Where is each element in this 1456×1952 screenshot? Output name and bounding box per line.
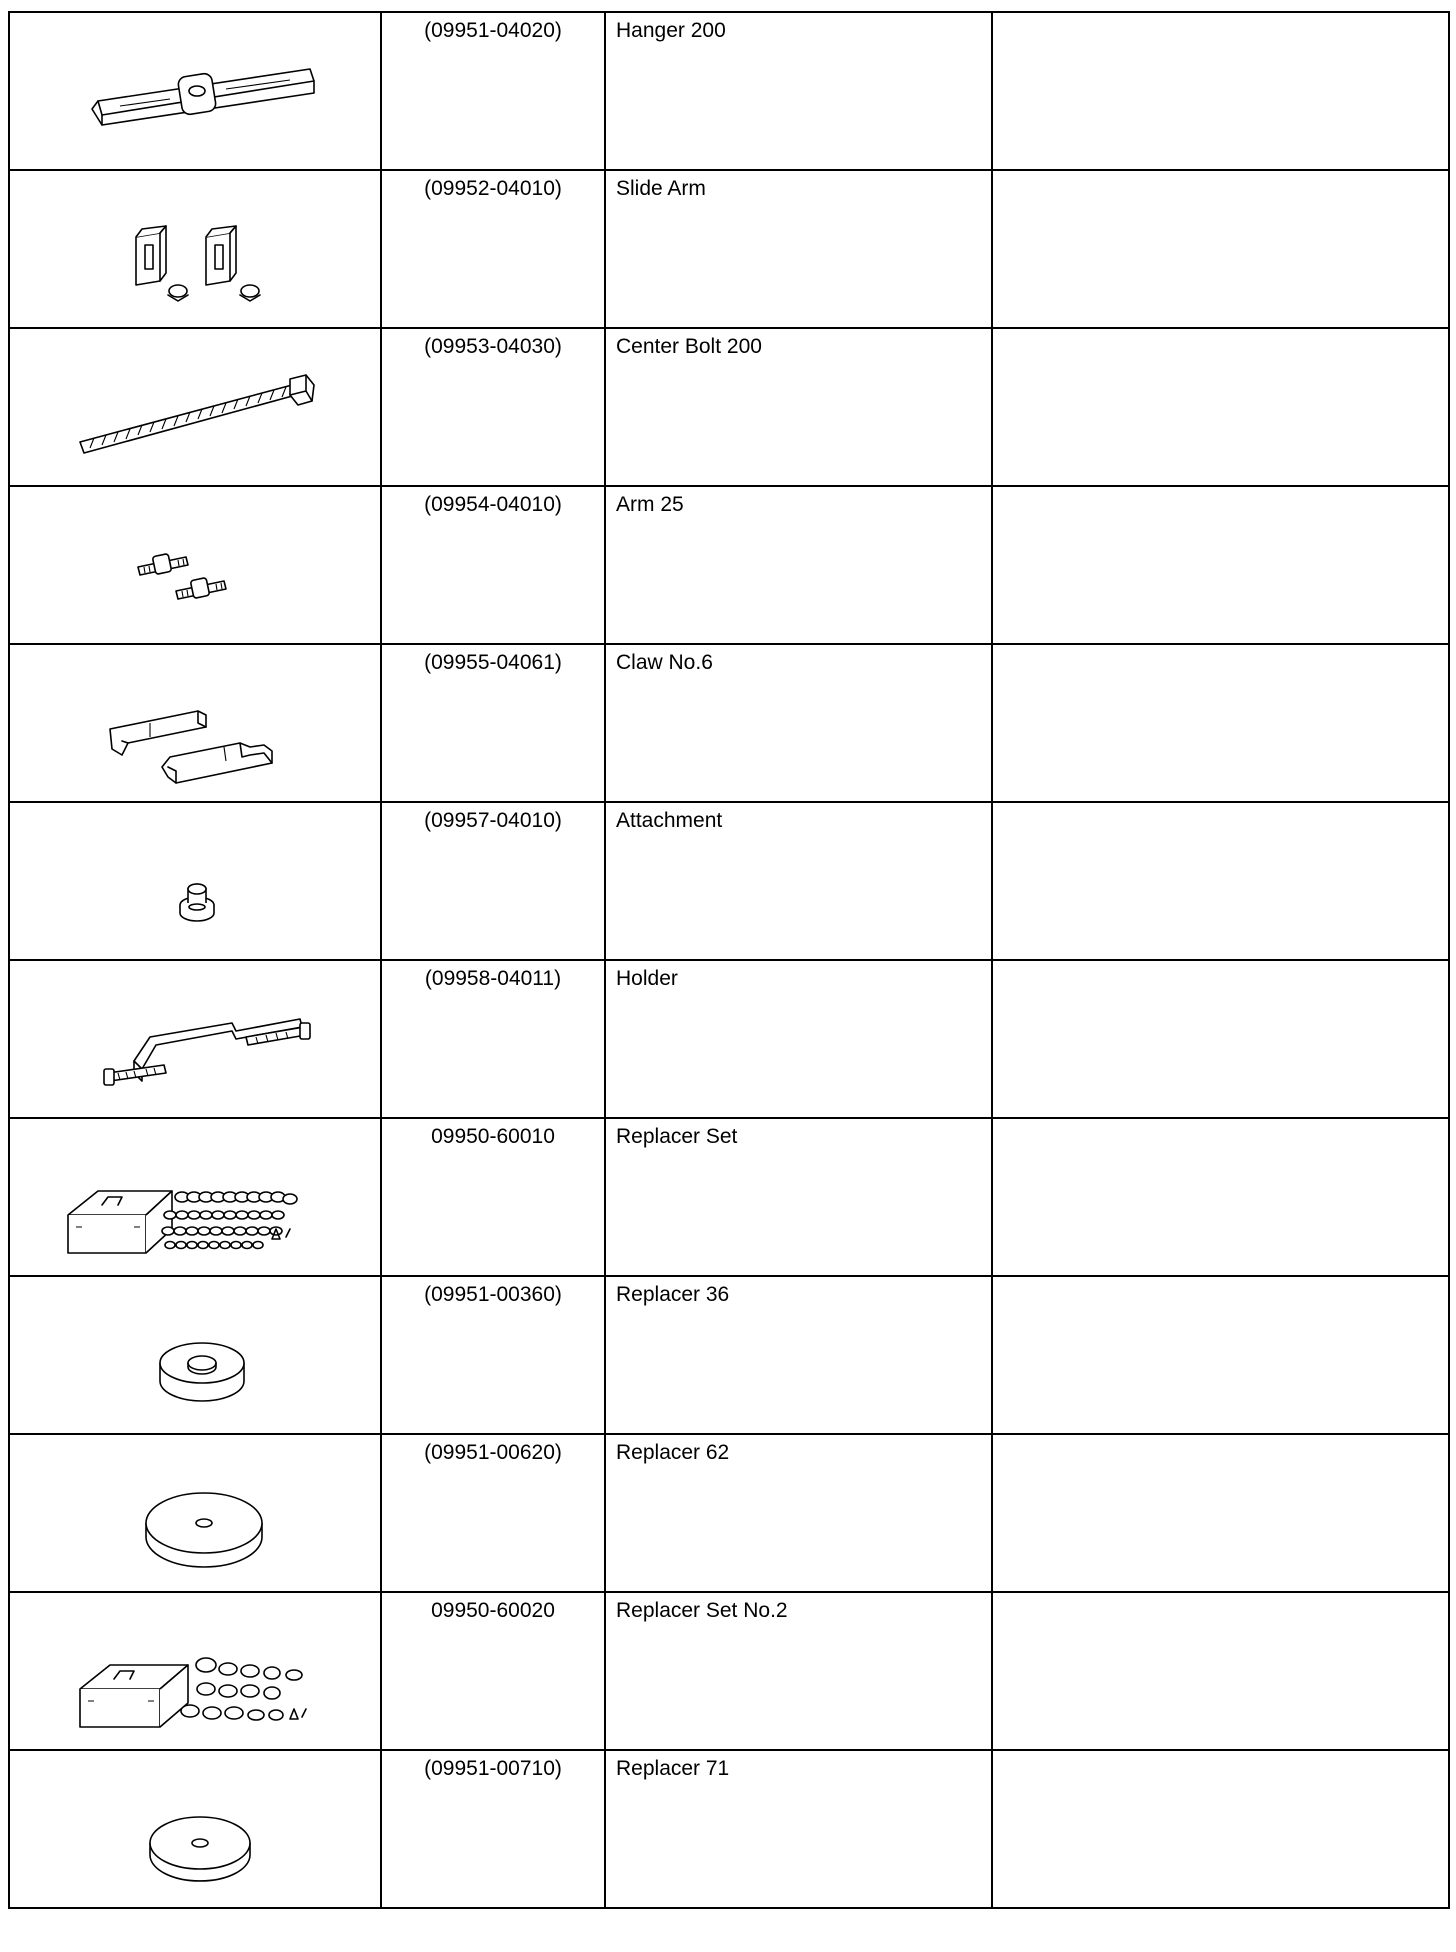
tool-illustration-cell bbox=[9, 12, 381, 170]
replacer-set-no2-icon bbox=[10, 1593, 382, 1751]
tool-note bbox=[992, 1592, 1449, 1750]
tool-note bbox=[992, 1276, 1449, 1434]
table-row bbox=[9, 12, 1449, 170]
tool-illustration-cell bbox=[9, 328, 381, 486]
replacer-set-icon bbox=[10, 1119, 382, 1277]
tool-name: Hanger 200 bbox=[605, 12, 992, 170]
part-number: (09951-00620) bbox=[381, 1434, 605, 1592]
special-service-tools-table bbox=[8, 11, 1450, 1909]
table-row bbox=[9, 170, 1449, 328]
tool-note bbox=[992, 644, 1449, 802]
arm-icon bbox=[10, 487, 382, 645]
table-row bbox=[9, 802, 1449, 960]
part-number: (09951-00360) bbox=[381, 1276, 605, 1434]
tool-illustration-cell bbox=[9, 644, 381, 802]
center-bolt-icon bbox=[10, 329, 382, 487]
tool-illustration-cell bbox=[9, 960, 381, 1118]
replacer-36-icon bbox=[10, 1277, 382, 1435]
attachment-icon bbox=[10, 803, 382, 961]
tool-illustration-cell bbox=[9, 1434, 381, 1592]
tool-note bbox=[992, 960, 1449, 1118]
replacer-71-icon bbox=[10, 1751, 382, 1909]
part-number: (09955-04061) bbox=[381, 644, 605, 802]
part-number: 09950-60010 bbox=[381, 1118, 605, 1276]
tool-name: Arm 25 bbox=[605, 486, 992, 644]
part-number: (09958-04011) bbox=[381, 960, 605, 1118]
table-row bbox=[9, 960, 1449, 1118]
tool-illustration-cell bbox=[9, 1276, 381, 1434]
tool-name: Replacer Set No.2 bbox=[605, 1592, 992, 1750]
tool-name: Center Bolt 200 bbox=[605, 328, 992, 486]
tool-illustration-cell bbox=[9, 486, 381, 644]
tool-note bbox=[992, 486, 1449, 644]
table-row bbox=[9, 644, 1449, 802]
part-number: 09950-60020 bbox=[381, 1592, 605, 1750]
tool-illustration-cell bbox=[9, 1592, 381, 1750]
table-row bbox=[9, 1276, 1449, 1434]
part-number: (09957-04010) bbox=[381, 802, 605, 960]
table-row bbox=[9, 1592, 1449, 1750]
part-number: (09952-04010) bbox=[381, 170, 605, 328]
tool-name: Replacer Set bbox=[605, 1118, 992, 1276]
table-row bbox=[9, 486, 1449, 644]
tool-note bbox=[992, 328, 1449, 486]
replacer-62-icon bbox=[10, 1435, 382, 1593]
tool-name: Replacer 62 bbox=[605, 1434, 992, 1592]
part-number: (09954-04010) bbox=[381, 486, 605, 644]
part-number: (09953-04030) bbox=[381, 328, 605, 486]
tool-note bbox=[992, 12, 1449, 170]
slide-arm-icon bbox=[10, 171, 382, 329]
holder-icon bbox=[10, 961, 382, 1119]
tool-illustration-cell bbox=[9, 802, 381, 960]
hanger-icon bbox=[10, 13, 382, 171]
table-row bbox=[9, 1750, 1449, 1908]
tool-note bbox=[992, 1434, 1449, 1592]
tool-name: Claw No.6 bbox=[605, 644, 992, 802]
table-row bbox=[9, 328, 1449, 486]
tool-note bbox=[992, 802, 1449, 960]
tool-name: Attachment bbox=[605, 802, 992, 960]
tool-note bbox=[992, 1118, 1449, 1276]
tool-illustration-cell bbox=[9, 170, 381, 328]
tool-name: Holder bbox=[605, 960, 992, 1118]
table-row bbox=[9, 1118, 1449, 1276]
tool-name: Replacer 36 bbox=[605, 1276, 992, 1434]
tool-illustration-cell bbox=[9, 1118, 381, 1276]
tool-illustration-cell bbox=[9, 1750, 381, 1908]
tool-note bbox=[992, 170, 1449, 328]
tool-name: Slide Arm bbox=[605, 170, 992, 328]
part-number: (09951-04020) bbox=[381, 12, 605, 170]
claw-icon bbox=[10, 645, 382, 803]
part-number: (09951-00710) bbox=[381, 1750, 605, 1908]
table-row bbox=[9, 1434, 1449, 1592]
tool-name: Replacer 71 bbox=[605, 1750, 992, 1908]
tool-note bbox=[992, 1750, 1449, 1908]
